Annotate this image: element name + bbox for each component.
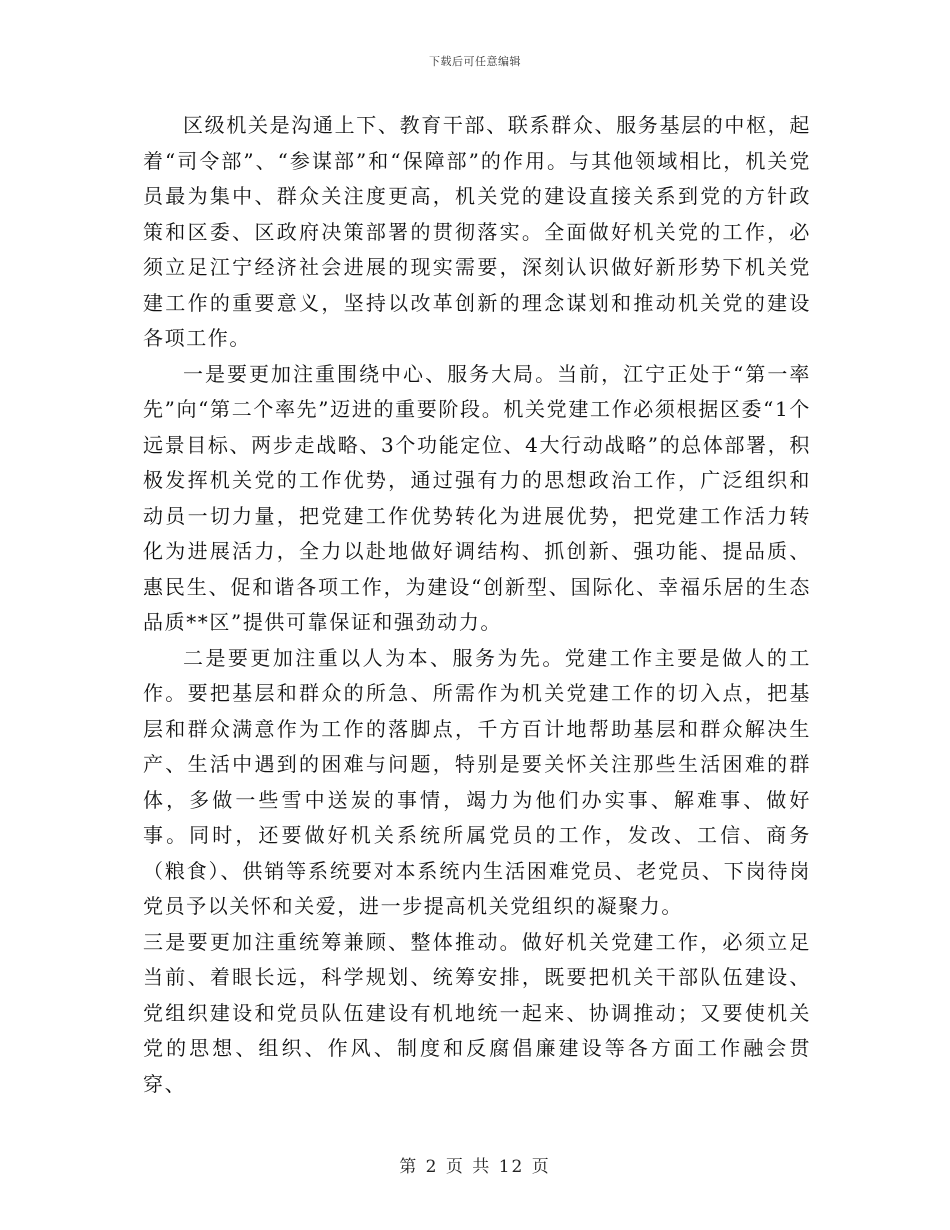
page-number: 第 2 页 共 12 页	[399, 1157, 551, 1177]
paragraph-1: 区级机关是沟通上下、教育干部、联系群众、服务基层的中枢，起着“司令部”、“参谋部”和“保障部”的作用。与其他领域相比，机关党员最为集中、群众关注度更高，机关党的建设直接关系到党的方针政策和区委、区政府决策部署的贯彻落实。全面做好机关党的工作，必须立足江宁经济社会进展的现实需要，深刻认识做好新形势下机关党建工作的重要意义，坚持以改革创新的理念谋划和推动机关党的建设各项工作。	[143, 113, 811, 350]
paragraph-2: 一是要更加注重围绕中心、服务大局。当前，江宁正处于“第一率先”向“第二个率先”迈进的重要阶段。机关党建工作必须根据区委“1个远景目标、两步走战略、3个功能定位、4大行动战略”的总体部署，积极发挥机关党的工作优势，通过强有力的思想政治工作，广泛组织和动员一切力量，把党建工作优势转化为进展优势，把党建工作活力转化为进展活力，全力以赴地做好调结构、抓创新、强功能、提品质、惠民生、促和谐各项工作，为建设“创新型、国际化、幸福乐居的生态品质**区”提供可靠保证和强劲动力。	[143, 361, 811, 634]
document-body	[143, 108, 811, 1102]
paragraph-4: 三是要更加注重统筹兼顾、整体推动。做好机关党建工作，必须立足当前、着眼长远，科学规划、统筹安排，既要把机关干部队伍建设、党组织建设和党员队伍建设有机地统一起来、协调推动；又要使机关党的思想、组织、作风、制度和反腐倡廉建设等各方面工作融会贯穿、	[143, 929, 811, 1096]
header-note: 下载后可任意编辑	[429, 55, 521, 68]
paragraph-3: 二是要更加注重以人为本、服务为先。党建工作主要是做人的工作。要把基层和群众的所急、所需作为机关党建工作的切入点，把基层和群众满意作为工作的落脚点，千方百计地帮助基层和群众解决生产、生活中遇到的困难与问题，特别是要关怀关注那些生活困难的群体，多做一些雪中送炭的事情，竭力为他们办实事、解难事、做好事。同时，还要做好机关系统所属党员的工作，发改、工信、商务（粮食）、供销等系统要对本系统内生活困难党员、老党员、下岗待岗党员予以关怀和关爱，进一步提高机关党组织的凝聚力。	[143, 645, 811, 918]
